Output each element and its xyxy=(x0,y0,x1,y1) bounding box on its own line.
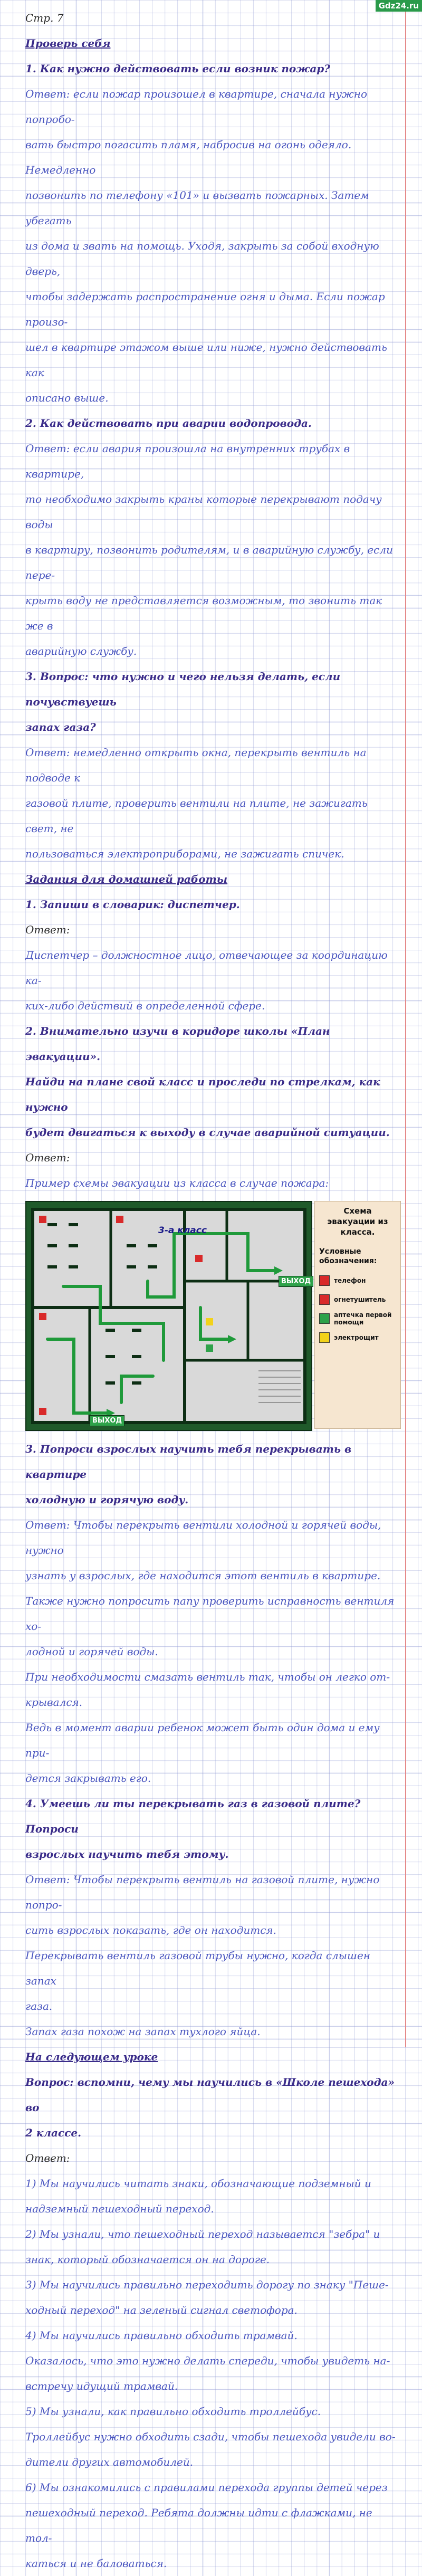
next-answer-line: встречу идущий трамвай. xyxy=(25,2380,178,2392)
task-3-answer-line: узнать у взрослых, где находится этот вентиль в квартире. xyxy=(25,1569,381,1582)
next-answer-line: 1) Мы научились читать знаки, обозначающие подземный и xyxy=(25,2177,371,2190)
legend-item xyxy=(319,1328,396,1347)
phone-icon xyxy=(319,1275,330,1286)
next-answer-line: надземный пешеходный переход. xyxy=(25,2202,214,2215)
next-answer-line: ходный переход" на зеленый сигнал светофора. xyxy=(25,2304,298,2316)
answer-label: Ответ: xyxy=(25,1151,70,1164)
answer-3-line: пользоваться электроприборами, не зажигать спичек. xyxy=(25,847,344,860)
task-4-answer-line: сить взрослых показать, где он находится. xyxy=(25,1924,277,1936)
task-1-answer-line: ких-либо действий в определенной сфере. xyxy=(25,999,265,1012)
page-number: Стр. 7 xyxy=(25,12,64,24)
task-4-answer-line: Перекрывать вентиль газовой трубы нужно, когда слышен запах xyxy=(25,1949,370,1987)
evacuation-plan xyxy=(25,1196,401,1436)
extinguisher-icon xyxy=(319,1294,330,1305)
legend-heading: Условные обозначения: xyxy=(319,1247,377,1265)
floor-plan-drawing xyxy=(26,1202,311,1430)
legend-item-label: огнетушитель xyxy=(334,1296,386,1303)
question-2: 2. Как действовать при аварии водопровода. xyxy=(25,417,312,430)
next-answer-line: Оказалось, что это нужно делать спереди, чтобы увидеть на- xyxy=(25,2354,390,2367)
question-3: запах газа? xyxy=(25,721,96,733)
section-title-homework: Задания для домашней работы xyxy=(25,873,228,885)
answer-1-line: шел в квартире этажом выше или ниже, нужно действовать как xyxy=(25,341,387,379)
answer-1-line: чтобы задержать распространение огня и дыма. Если пожар произо- xyxy=(25,290,385,328)
answer-label: Ответ: xyxy=(25,923,70,936)
task-4-answer-line: газа. xyxy=(25,2000,53,2012)
answer-2-line: Ответ: если авария произошла на внутренних трубах в квартире, xyxy=(25,442,350,480)
legend-item-label: электрощит xyxy=(334,1334,379,1341)
next-question: 2 классе. xyxy=(25,2126,82,2139)
task-4: взрослых научить тебя этому. xyxy=(25,1848,229,1861)
legend-item-label: телефон xyxy=(334,1277,366,1284)
margin-line xyxy=(405,0,406,2047)
next-answer-line: знак, который обозначается он на дороге. xyxy=(25,2253,270,2266)
answer-2-line: то необходимо закрыть краны которые перекрывают подачу воды xyxy=(25,493,382,531)
task-2: будет двигаться к выходу в случае аварийной ситуации. xyxy=(25,1126,390,1139)
task-3: холодную и горячую воду. xyxy=(25,1493,189,1506)
next-answer-line: дители других автомобилей. xyxy=(25,2456,194,2468)
next-answer-line: 6) Мы ознакомились с правилами перехода группы детей через xyxy=(25,2481,388,2494)
next-answer-line: Троллейбус нужно обходить сзади, чтобы пешехода увидели во- xyxy=(25,2430,396,2443)
answer-label: Ответ: xyxy=(25,2152,70,2164)
task-4-answer-line: Запах газа похож на запах тухлого яйца. xyxy=(25,2025,261,2038)
plan-legend xyxy=(314,1201,401,1429)
legend-title: Схема эвакуации из класса. xyxy=(327,1206,388,1237)
first-aid-icon xyxy=(319,1313,330,1324)
task-4-answer-line: Ответ: Чтобы перекрыть вентиль на газовой плите, нужно попро- xyxy=(25,1873,380,1911)
next-answer-line: каться и не баловаться. xyxy=(25,2557,167,2570)
electric-panel-icon xyxy=(319,1332,330,1343)
task-4: 4. Умеешь ли ты перекрывать газ в газовой плите? Попроси xyxy=(25,1797,361,1835)
task-3-answer-line: При необходимости смазать вентиль так, чтобы он легко от- xyxy=(25,1671,390,1683)
task-3-answer-line: Также нужно попросить папу проверить исправность вентиля хо- xyxy=(25,1595,395,1633)
legend-item xyxy=(319,1290,396,1309)
answer-2-line: аварийную службу. xyxy=(25,645,137,657)
answer-1-line: позвонить по телефону «101» и вызвать пожарных. Затем убегать xyxy=(25,189,369,227)
task-1: 1. Запиши в словарик: диспетчер. xyxy=(25,898,240,911)
answer-1-line: Ответ: если пожар произошел в квартире, сначала нужно попробо- xyxy=(25,88,367,126)
classroom-label: 3-а класс xyxy=(158,1225,207,1236)
next-answer-line: 4) Мы научились правильно обходить трамвай. xyxy=(25,2329,298,2342)
task-3-answer-line: лодной и горячей воды. xyxy=(25,1645,158,1658)
site-watermark: Gdz24.ru xyxy=(376,0,422,12)
next-answer-line: пешеходный переход. Ребята должны идти с флажками, не тол- xyxy=(25,2506,372,2544)
floor-plan xyxy=(25,1201,312,1431)
answer-3-line: Ответ: немедленно открыть окна, перекрыть вентиль на подводе к xyxy=(25,746,367,784)
task-1-answer-line: Диспетчер – должностное лицо, отвечающее за координацию ка- xyxy=(25,949,388,987)
exit-sign-bottom: ВЫХОД xyxy=(90,1415,124,1426)
answer-2-line: крыть воду не представляется возможным, то звонить так же в xyxy=(25,594,382,632)
task-3-answer-line: Ответ: Чтобы перекрыть вентили холодной и горячей воды, нужно xyxy=(25,1519,381,1557)
answer-3-line: газовой плите, проверить вентили на плите, не зажигать свет, не xyxy=(25,797,368,835)
answer-2-line: в квартиру, позвонить родителям, и в аварийную службу, если пере- xyxy=(25,543,394,581)
plan-caption: Пример схемы эвакуации из класса в случае пожара: xyxy=(25,1177,329,1189)
task-2: 2. Внимательно изучи в коридоре школы «План эвакуации». xyxy=(25,1025,330,1063)
exit-sign-right: ВЫХОД xyxy=(279,1276,313,1287)
task-2: Найди на плане свой класс и проследи по стрелкам, как нужно xyxy=(25,1075,380,1113)
legend-item xyxy=(319,1271,396,1290)
next-answer-line: 2) Мы узнали, что пешеходный переход называется "зебра" и xyxy=(25,2228,380,2240)
answer-1-line: вать быстро погасить пламя, набросив на огонь одеяло. Немедленно xyxy=(25,138,352,176)
next-answer-line: 3) Мы научились правильно переходить дорогу по знаку "Пеше- xyxy=(25,2278,389,2291)
question-3: 3. Вопрос: что нужно и чего нельзя делать, если почувствуешь xyxy=(25,670,341,708)
task-3: 3. Попроси взрослых научить тебя перекрывать в квартире xyxy=(25,1443,352,1481)
legend-item-label: аптечка первой помощи xyxy=(334,1311,392,1326)
answer-1-line: описано выше. xyxy=(25,392,109,404)
notebook-content xyxy=(25,5,401,2576)
legend-item xyxy=(319,1309,396,1328)
answer-1-line: из дома и звать на помощь. Уходя, закрыть за собой входную дверь, xyxy=(25,240,379,278)
next-answer-line: 5) Мы узнали, как правильно обходить троллейбус. xyxy=(25,2405,321,2418)
next-question: Вопрос: вспомни, чему мы научились в «Школе пешехода» во xyxy=(25,2076,395,2114)
question-1: 1. Как нужно действовать если возник пожар? xyxy=(25,62,330,75)
section-title-next: На следующем уроке xyxy=(25,2050,158,2063)
task-3-answer-line: дется закрывать его. xyxy=(25,1772,151,1785)
task-3-answer-line: Ведь в момент аварии ребенок может быть один дома и ему при- xyxy=(25,1721,380,1759)
task-3-answer-line: крывался. xyxy=(25,1696,83,1709)
section-title-check: Проверь себя xyxy=(25,37,111,50)
